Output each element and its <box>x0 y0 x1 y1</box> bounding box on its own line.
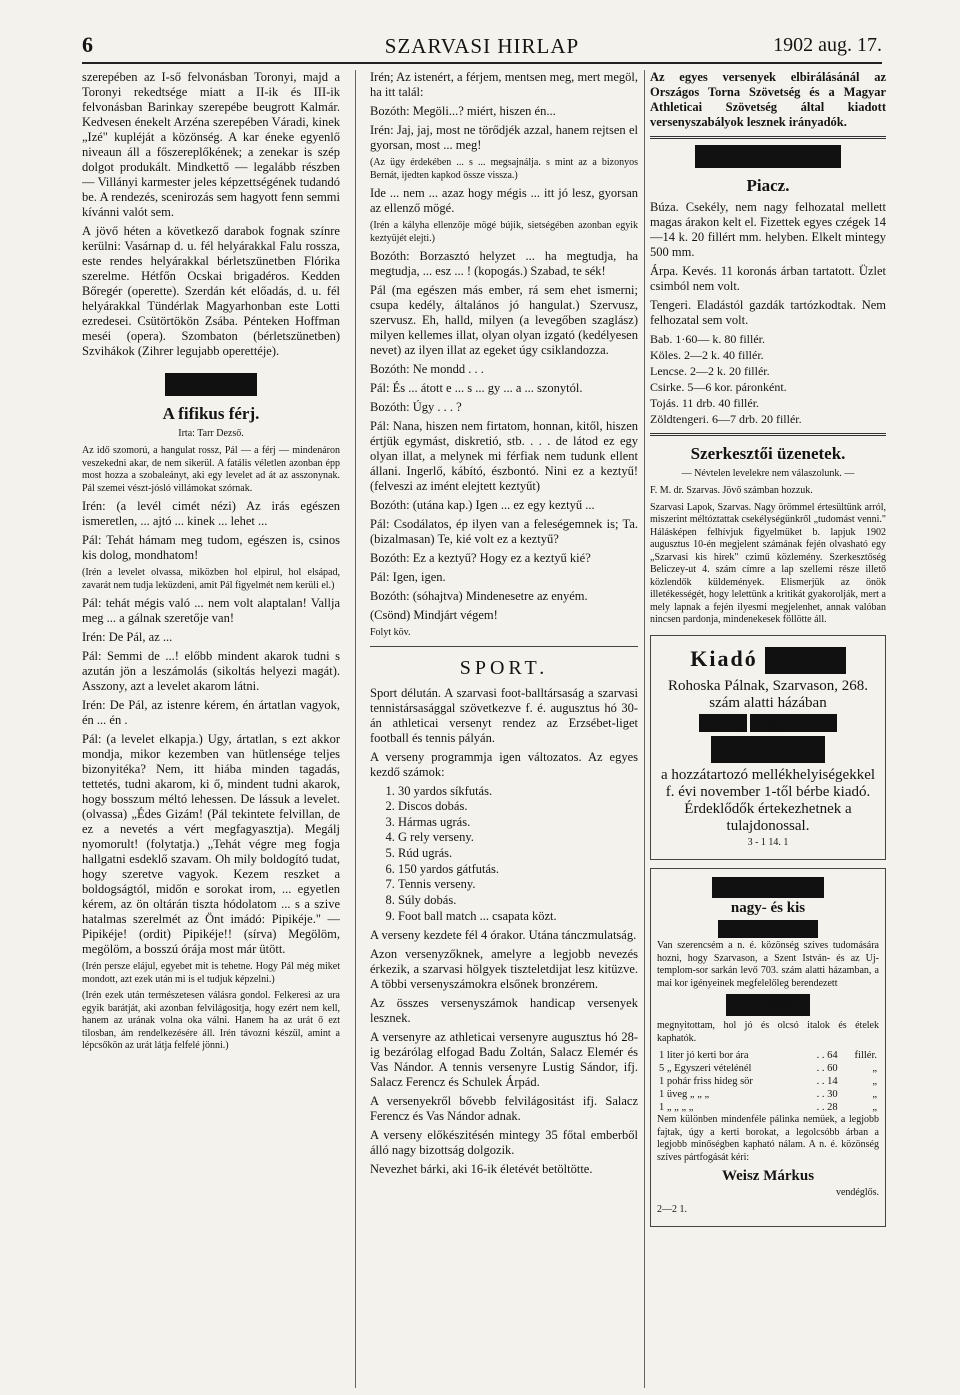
menu-cell: fillér. <box>854 1050 877 1061</box>
section-rule <box>650 136 886 139</box>
menu-row <box>657 1075 879 1088</box>
ad-footer: 3 - 1 14. 1 <box>747 836 789 848</box>
story-title: A fifikus férj. <box>162 404 260 423</box>
ad2-open: megnyitottam, hol jó és olcsó italok és ételek kaphatók. <box>657 1020 879 1044</box>
ad-utczai: utczai lakás <box>711 736 826 763</box>
sport-event-item: 4. G rely verseny. <box>398 830 638 846</box>
ad-lakas: lakás. <box>765 647 846 674</box>
editor-messages <box>650 485 886 627</box>
sport-event-item: 3. Hármas ugrás. <box>398 815 638 831</box>
menu-cell: . . 30 <box>816 1089 838 1100</box>
story-paragraph: Bozóth: Ez a keztyű? Hogy ez a keztyű kié? <box>370 551 591 565</box>
masthead-rule <box>82 62 882 64</box>
market-paragraph: Búza. Csekély, nem nagy felhozatal mellett magas árakon kelt el. Fizettek egyes czégek 14—14 k. 20 fillért mm. helyben. Elkelt mintegy 500 mm. <box>650 200 886 259</box>
tarcza-label: TÁRCZA. <box>165 373 256 396</box>
ad2-vendeglo: Vendéglőt <box>726 994 809 1016</box>
story-paragraph: (Irén ezek után természetesen válásra gondol. Felkeresi az ura egyik barátját, aki azonban felvilágositja, hogy ezért nem kell, hanem az urának volna oka válni. Hanem ha az urát ő ezt tilosban, ám rendelkezésére áll. Irén távozni készül, amint a lépcsőkön az urát látja felfelé jönni.) <box>82 990 340 1051</box>
price-row: Zöldtengeri. 6—7 drb. 20 fillér. <box>650 412 802 426</box>
sport-paragraph: A verseny kezdete fél 4 órakor. Utána tánczmulatság. <box>370 928 637 943</box>
story-paragraph: (Irén a kályha ellenzője mögé bújik, sietségében azonban egyik keztyüjét elejti.) <box>370 220 638 244</box>
menu-cell: 1 pohár friss hideg sör <box>659 1076 753 1087</box>
editor-message: Szarvasi Lapok, Szarvas. Nagy örömmel értesültünk arról, miszerint méltóztattak csekélységünkről „tudomást venni." Hálásképen felhívjuk figyelmüket b. lapjuk 1902 augusztus 10-én megjelent számának fején olvasható egy „Szarvasi kis hirek" czimű közlemény. Szerkesztőség Beliczey-ut 4. szám címre a lap szellemi része illető közlendők küldemények. Elismerjük az önök illetékességét, hogy lelettünk a kritikát gyakorolják, mert a mely lapnak a fején ilyesmi megjelenhet, annak valóban nincsen pardonja, mindenekesek föllötte áll. <box>650 501 886 625</box>
menu-cell: „ <box>872 1076 877 1087</box>
restaurant-ad <box>650 868 886 1227</box>
menu-cell: 1 üveg „ „ „ <box>659 1089 710 1100</box>
section-rule <box>370 646 638 647</box>
market-report <box>650 200 886 328</box>
sport-event-item: 1. 30 yardos síkfutás. <box>398 784 638 800</box>
ad-heading <box>657 646 879 674</box>
ad-rooms <box>657 714 879 732</box>
ad2-label: Szezonra ajánlok <box>712 877 824 898</box>
sport-paragraph: A versenyekről bővebb felvilágositást ifj. Salacz Ferencz és Vas Nándor adnak. <box>370 1094 638 1124</box>
story-paragraph: Pál: Tehát hámam meg tudom, egészen is, csinos kis dolog, mondhatom! <box>82 533 340 562</box>
story-paragraph: Bozóth: (sóhajtva) Mindenesetre az enyém. <box>370 589 588 603</box>
apartment-ad <box>650 635 886 861</box>
price-list <box>650 332 886 427</box>
story-paragraph: Pál: Semmi de ...! előbb mindent akarok tudni s azután jön a leszámolás (sikoltás helyezi magát). Asszony, azt a levelet akarom látni. <box>82 649 340 693</box>
sport-rules-note: Az egyes versenyek elbirálásánál az Országos Torna Szövetség és a Magyar Athleticai Szövetség által kiadott versenyszabályok lesznek irányadók. <box>650 70 886 129</box>
story-part-2 <box>370 70 638 640</box>
story-paragraph: Bozóth: Megöli...? miért, hiszen én... <box>370 104 556 118</box>
ad-egy: egy 3-, <box>699 714 747 732</box>
story-paragraph: Pál: (a levelet elkapja.) Ugy, ártatlan, s ezt akkor mondja, mikor kezemben van hütlensége teljes bizonyitéka? Nem, itt hiába minden tagadás, tettetés, tudni akarom, ki ő, mindent tudni akarok, hogy bosszum méltó lehessen. De lássuk a levelet. (olvassa) „Édes Gizám! (Pál tekintete felvillan, de ez a nevetés a vért megfagyasztja). Megálj nyomorult! (folytatja.) „Tehát végre meg fogja hallgatni esdeklő szavam. Oh mily boldogító tudat, hogy szeretve vagyok. Kezem reszket a boldogságtól, midőn e sorokat irom, ... egyetlen kérem, az ön oltárán tiszta hódolatom ... s a szive hatalmas szerelmét az Önt imádó: Pipikéje." — Pipikéje! (ordit) Pipikéje!! (sírva) Megölöm, megölöm, a bosszú órája most már ütött. <box>82 732 340 956</box>
sport-event-item: 6. 150 yardos gátfutás. <box>398 862 638 878</box>
menu-cell: 1 „ „ „ „ <box>659 1102 694 1113</box>
sport-paragraph: A verseny előkészitésén mintegy 35 főtal emberből álló nagy bizottság dolgozik. <box>370 1128 638 1158</box>
menu-row <box>657 1088 879 1101</box>
story-paragraph: Bozóth: Ne mondd . . . <box>370 362 484 376</box>
column-divider-1 <box>355 70 356 1388</box>
story-paragraph: Irén: Jaj, jaj, most ne törődjék azzal, hanem rejtsen el gyorsan, most ... meg! <box>370 123 638 152</box>
story-paragraph: Bozóth: (utána kap.) Igen ... ez egy keztyű ... <box>370 498 595 512</box>
menu-row <box>657 1049 879 1062</box>
sport-events-list <box>370 784 638 925</box>
story-paragraph: Folyt köv. <box>370 627 411 638</box>
sport-event-item: 9. Foot ball match ... csapata közt. <box>398 909 638 925</box>
sport-paragraph: Azon versenyzőknek, amelyre a legjobb nevezés érkezik, a szarvasi hölgyek tiszteletdijat lesz kitüzve. A többi versenyszámokra elsőnek bronzérem. <box>370 947 638 992</box>
sport-paragraph: A versenyre az athleticai versenyre augusztus hó 28-ig bezárólag elfogad Badu Zoltán, Salacz Elemér és Vas Nándor. A tennis versenyre Lustig Sándor, ifj. Salacz Ferencz és Schulek Árpád. <box>370 1030 638 1090</box>
section-rule <box>650 433 886 436</box>
market-paragraph: Tengeri. Eladástól gazdák tartózkodtak. Nem felhozatal sem volt. <box>650 298 886 327</box>
column-middle <box>370 70 638 1388</box>
story-paragraph: Pál (ma egészen más ember, rá sem ehet ismerni; csupa kedély, általános jó hangulat.) Szervusz, szervusz. Eh, halld, milyen (a levegőben szaglász) milyen kellemes illat, olyan olyan izgató (kedélyesen nevet) az ilyen illat az egeket úgy csiklandozza. <box>370 283 638 357</box>
editor-message: F. M. dr. Szarvas. Jövő számban hozzuk. <box>650 485 813 496</box>
ad-kiado: Kiadó <box>690 645 758 671</box>
menu-cell: „ <box>872 1063 877 1074</box>
story-paragraph: Irén: (a levél cimét nézi) Az irás egészen ismeretlen, ... ajtó ... kinek ... lehet ... <box>82 499 340 528</box>
story-paragraph: Bozóth: Úgy . . . ? <box>370 400 462 414</box>
kozgazdasag-label: KÖZGAZDASÁG. <box>695 145 841 168</box>
theatre-paragraph: szerepében az I-ső felvonásban Toronyi, majd a Toronyi rekedtsége miatt a II-ik és III-ik felvonásban Barinkay szerepébe beugrott Kalmár. Kedvesen énekelt Arzéna szerepében Váradi, kinek „Izé" kupléját a közönség. A kar éneke egyenlő niveaun áll a főszereplőkének; a zenekar is szép dolgot produkált. Mindkettő — legalább részben — Villányi karmester jeles képzettségének tudandó be. A rendezés, scenirozás sem hagyott fenn semmi kívánni valót sem. <box>82 70 340 219</box>
menu-row <box>657 1101 879 1114</box>
column-right <box>650 70 886 1388</box>
menu-row <box>657 1062 879 1075</box>
story-paragraph: Irén; Az istenért, a férjem, mentsen meg, mert megöl, ha itt talál: <box>370 70 638 99</box>
menu-cell: . . 14 <box>816 1076 838 1087</box>
issue-date: 1902 aug. 17. <box>773 34 882 56</box>
price-menu <box>657 1049 879 1114</box>
menu-cell: . . 64 <box>816 1050 838 1061</box>
ad2-owner: Weisz Márkus <box>721 1168 815 1184</box>
sport-paragraph: Nevezhet bárki, aki 16-ik életévét betöltötte. <box>370 1162 593 1177</box>
sport-title: SPORT. <box>459 656 549 679</box>
editor-subtitle: — Névtelen levelekre nem válaszolunk. — <box>681 468 855 479</box>
piacz-title: Piacz. <box>746 176 790 195</box>
masthead <box>82 32 882 60</box>
story-paragraph: Bozóth: Borzasztó helyzet ... ha megtudja, ha megtudja, ... esz ... ! (kopogás.) Szabad, te sék! <box>370 249 638 278</box>
story-paragraph: (Irén a levelet olvassa, miközben hol elpirul, hol elsápad, zavarát nem tudja leküzdeni, amit Pál figyelmét nem kerüli el.) <box>82 567 340 591</box>
ad-vagy: vagy 2 szobás <box>750 714 837 732</box>
menu-cell: . . 60 <box>816 1063 838 1074</box>
ad-address: Rohoska Pálnak, Szarvason, 268. szám alatti házában <box>668 677 868 711</box>
ad2-head2: sörkiszolgálásra <box>718 920 818 938</box>
sport-event-item: 7. Tennis verseny. <box>398 877 638 893</box>
menu-cell: „ <box>872 1102 877 1113</box>
menu-cell: . . 28 <box>816 1102 838 1113</box>
sport-event-item: 5. Rúd ugrás. <box>398 846 638 862</box>
page-number: 6 <box>82 32 93 57</box>
ad2-owner-title: vendéglős. <box>835 1187 879 1198</box>
sport-intro <box>370 686 638 780</box>
menu-cell: „ <box>872 1089 877 1100</box>
story-paragraph: Pál: tehát mégis való ... nem volt alaptalan! Vallja meg ... a gálnak szeretője van! <box>82 596 340 625</box>
sport-event-item: 8. Súly dobás. <box>398 893 638 909</box>
theatre-section <box>82 70 340 359</box>
ad2-text: Van szerencsém a n. é. közönség szíves tudomására hozni, hogy Szarvason, a Szent István- és az Uj-templom-sor sarkán levő 703. szám alatti házamban, a mai kor igényeinek megfelelőleg berendezett <box>657 940 879 989</box>
ad-text: a hozzátartozó mellékhelyiségekkel f. évi november 1-től bérbe kiadó. Érdeklődők értekezhetnek a tulajdonossal. <box>660 766 876 834</box>
story-paragraph: (Csönd) Mindjárt végem! <box>370 608 498 622</box>
price-row: Bab. 1·60— k. 80 fillér. <box>650 332 765 346</box>
sport-paragraph: A verseny programmja igen változatos. Az egyes kezdő számok: <box>370 749 638 779</box>
story-paragraph: Az idő szomorú, a hangulat rossz, Pál — a férj — mindenáron veszekedni akar, de nem sikerül. A fatális véletlen azonban épp most hozza a szobaleányt, aki egy levelet ad át az asszonynak. Pál szemei vészt-jósló villámokat szórnak. <box>82 445 340 494</box>
newspaper-title: SZARVASI HIRLAP <box>384 34 580 58</box>
story-paragraph: Irén: De Pál, az istenre kérem, én ártatlan vagyok, én ... én . <box>82 698 340 727</box>
story-paragraph: Pál: Igen, igen. <box>370 570 446 584</box>
sport-paragraph: Az összes versenyszámok handicap versenyek lesznek. <box>370 996 638 1026</box>
menu-cell: 1 liter jó kerti bor ára <box>659 1050 749 1061</box>
story-paragraph: Pál: És ... átott e ... s ... gy ... a ... szonytól. <box>370 381 583 395</box>
story-paragraph: (Irén persze elájul, egyebet mit is tehetne. Hogy Pál még miket mondott, azt ezek után mi is el tudjuk képzelni.) <box>82 961 340 985</box>
sport-paragraph: Sport délután. A szarvasi foot-balltársaság a szarvasi tennistársasággal szövetkezve f. é. augusztus hó 30-án athleticai versenyt rendez az Erzsébet-liget football és tennis pályán. <box>370 685 638 745</box>
story-paragraph: (Az ügy érdekében ... s ... megsajnálja. s mint az a bizonyos Bernát, ijedten kapkod össze vissza.) <box>370 157 638 181</box>
story-paragraph: Pál: Csodálatos, ép ilyen van a feleségemnek is; Ta. (bizalmasan) Te, kié volt ez a keztyű? <box>370 517 638 546</box>
story-author: Irta: Tarr Dezső. <box>178 428 244 439</box>
ad2-footer: 2—2 1. <box>657 1203 687 1215</box>
price-row: Tojás. 11 drb. 40 fillér. <box>650 396 760 410</box>
menu-cell: 5 „ Egyszeri vételénél <box>659 1063 752 1074</box>
story-paragraph: Irén: De Pál, az ... <box>82 630 173 644</box>
theatre-paragraph: A jövő héten a következő darabok fognak színre kerülni: Vasárnap d. u. fél helyárakkal Falu rossza, este rendes helyárakkal bérletszünetben Flórika szerelme. Hétfőn Ocskai brigadéros. Kedden Bőregér (operette). Szerdán két előadás, d. u. fél helyárakkal Tündérlak Magyarhonban este Lotti ezredesei. Csütörtökön Zsába. Pénteken Hoffman meséi (opera). Szombaton (bérletszünetben) Szvihákok (Zihrer legujabb operettéje). <box>82 224 340 358</box>
column-divider-2 <box>644 70 645 1388</box>
price-row: Lencse. 2—2 k. 20 fillér. <box>650 364 770 378</box>
ad2-text2: Nem különben mindenféle pálinka nemüek, a legjobb fajtak, úgy a kerti borokat, a legolcsóbb árban a legjobb minőségben kapható nálam. A n. é. közönség szíves pártfogását kéri: <box>657 1114 879 1163</box>
story-part-1 <box>82 445 340 1053</box>
sport-details <box>370 928 638 1177</box>
story-paragraph: Ide ... nem ... azaz hogy mégis ... itt jó lesz, gyorsan az ellenző mögé. <box>370 186 638 215</box>
price-row: Csirke. 5—6 kor. páronként. <box>650 380 787 394</box>
price-row: Köles. 2—2 k. 40 fillér. <box>650 348 764 362</box>
story-paragraph: Pál: Nana, hiszen nem firtatom, honnan, kitől, hiszen értjük egymást, diskretió, stb. . . . de látod ez egy olyan illat, a melynek mi férfiak nem tudunk ellent állani. Ingerlő, kábító, észbontó. Nini ez a keztyű! (felveszi az imént elejtett keztyűt) <box>370 419 638 493</box>
sport-event-item: 2. Discos dobás. <box>398 799 638 815</box>
market-paragraph: Árpa. Kevés. 11 koronás árban tartatott. Üzlet csimból nem volt. <box>650 264 886 293</box>
column-left <box>82 70 340 1388</box>
editor-title: Szerkesztői üzenetek. <box>690 444 846 463</box>
ad2-head: nagy- és kis <box>730 900 806 916</box>
